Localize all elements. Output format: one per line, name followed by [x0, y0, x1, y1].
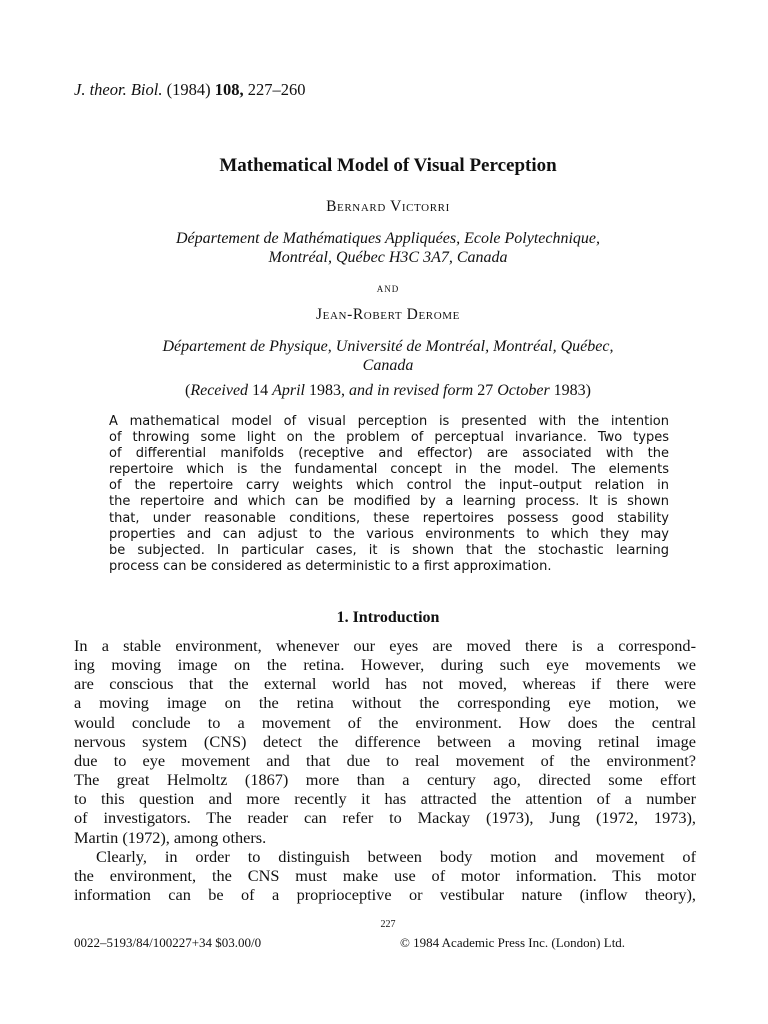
body-line: would conclude to a movement of the environment. How does the central — [74, 712, 696, 732]
journal-name: J. theor. Biol. — [74, 80, 163, 99]
section-heading: 1. Introduction — [336, 609, 440, 626]
author-name: Bernard Victorri — [326, 198, 450, 215]
abstract-line: that, under reasonable conditions, these repertoires possess good stability — [109, 510, 669, 526]
author-separator: and — [376, 280, 400, 295]
abstract-line: be subjected. In particular cases, it is shown that the stochastic learning — [109, 542, 669, 558]
body-line: due to eye movement and that due to real movement of the environment? — [74, 750, 696, 770]
body-line: information can be of a proprioceptive or vestibular nature (inflow theory), — [74, 885, 696, 905]
abstract-line: repertoire which is the fundamental concept in the model. The elements — [109, 462, 669, 478]
affiliation-line: Département de Physique, Université de Montréal, Montréal, Québec, — [162, 338, 614, 355]
body-line: of investigators. The reader can refer to Mackay (1973), Jung (1972, 1973), — [74, 808, 696, 828]
body-line: nervous system (CNS) detect the difference between a moving retinal image — [74, 731, 696, 751]
received-dates: (Received 14 April 1983, and in revised form 27 October 1983) — [185, 382, 591, 399]
body-line: are conscious that the external world has not moved, whereas if there were — [74, 674, 696, 694]
abstract — [109, 414, 669, 575]
abstract-line: process can be considered as deterministic to a first approximation. — [109, 558, 552, 574]
author-name: Jean-Robert Derome — [316, 306, 460, 323]
abstract-line: of differential manifolds (receptive and effector) are associated with the — [109, 446, 669, 462]
body-line: The great Helmoltz (1867) more than a century ago, directed some effort — [74, 770, 696, 790]
abstract-line: of the repertoire carry weights which control the input–output relation in — [109, 478, 669, 494]
abstract-line: of throwing some light on the problem of perceptual invariance. Two types — [109, 430, 669, 446]
journal-year: (1984) — [166, 80, 211, 99]
abstract-line: A mathematical model of visual perception is presented with the intention — [109, 414, 669, 429]
author-affiliation — [100, 337, 676, 375]
page-number: 227 — [380, 919, 396, 930]
footer-code: 0022–5193/84/100227+34 $03.00/0 — [74, 935, 262, 950]
body-line: Clearly, in order to distinguish between body motion and movement of — [96, 846, 696, 866]
abstract-line: the repertoire and which can be modified by a learning process. It is shown — [109, 494, 669, 510]
footer-copyright: © 1984 Academic Press Inc. (London) Ltd. — [400, 935, 626, 950]
body-line: the environment, the CNS must make use of motor information. This motor — [74, 865, 696, 885]
journal-citation — [74, 80, 305, 100]
journal-volume: 108, — [214, 80, 244, 99]
author-affiliation — [100, 229, 676, 267]
paper-title: Mathematical Model of Visual Perception — [219, 155, 557, 176]
affiliation-line: Département de Mathématiques Appliquées, Ecole Polytechnique, — [175, 230, 601, 247]
body-line: to this question and more recently it has attracted the attention of a number — [74, 789, 696, 809]
introduction-body — [74, 636, 696, 904]
body-line: In a stable environment, whenever our eyes are moved there is a correspond- — [74, 636, 696, 655]
body-line: ing moving image on the retina. However, during such eye movements we — [74, 655, 696, 675]
affiliation-line: Canada — [362, 357, 414, 374]
body-line: Martin (1972), among others. — [74, 827, 267, 847]
abstract-line: properties and can adjust to the various environments to which they may — [109, 526, 669, 542]
affiliation-line: Montréal, Québec H3C 3A7, Canada — [268, 249, 508, 266]
journal-pages: 227–260 — [247, 80, 306, 99]
body-line: a moving image on the retina without the corresponding eye motion, we — [74, 693, 696, 713]
